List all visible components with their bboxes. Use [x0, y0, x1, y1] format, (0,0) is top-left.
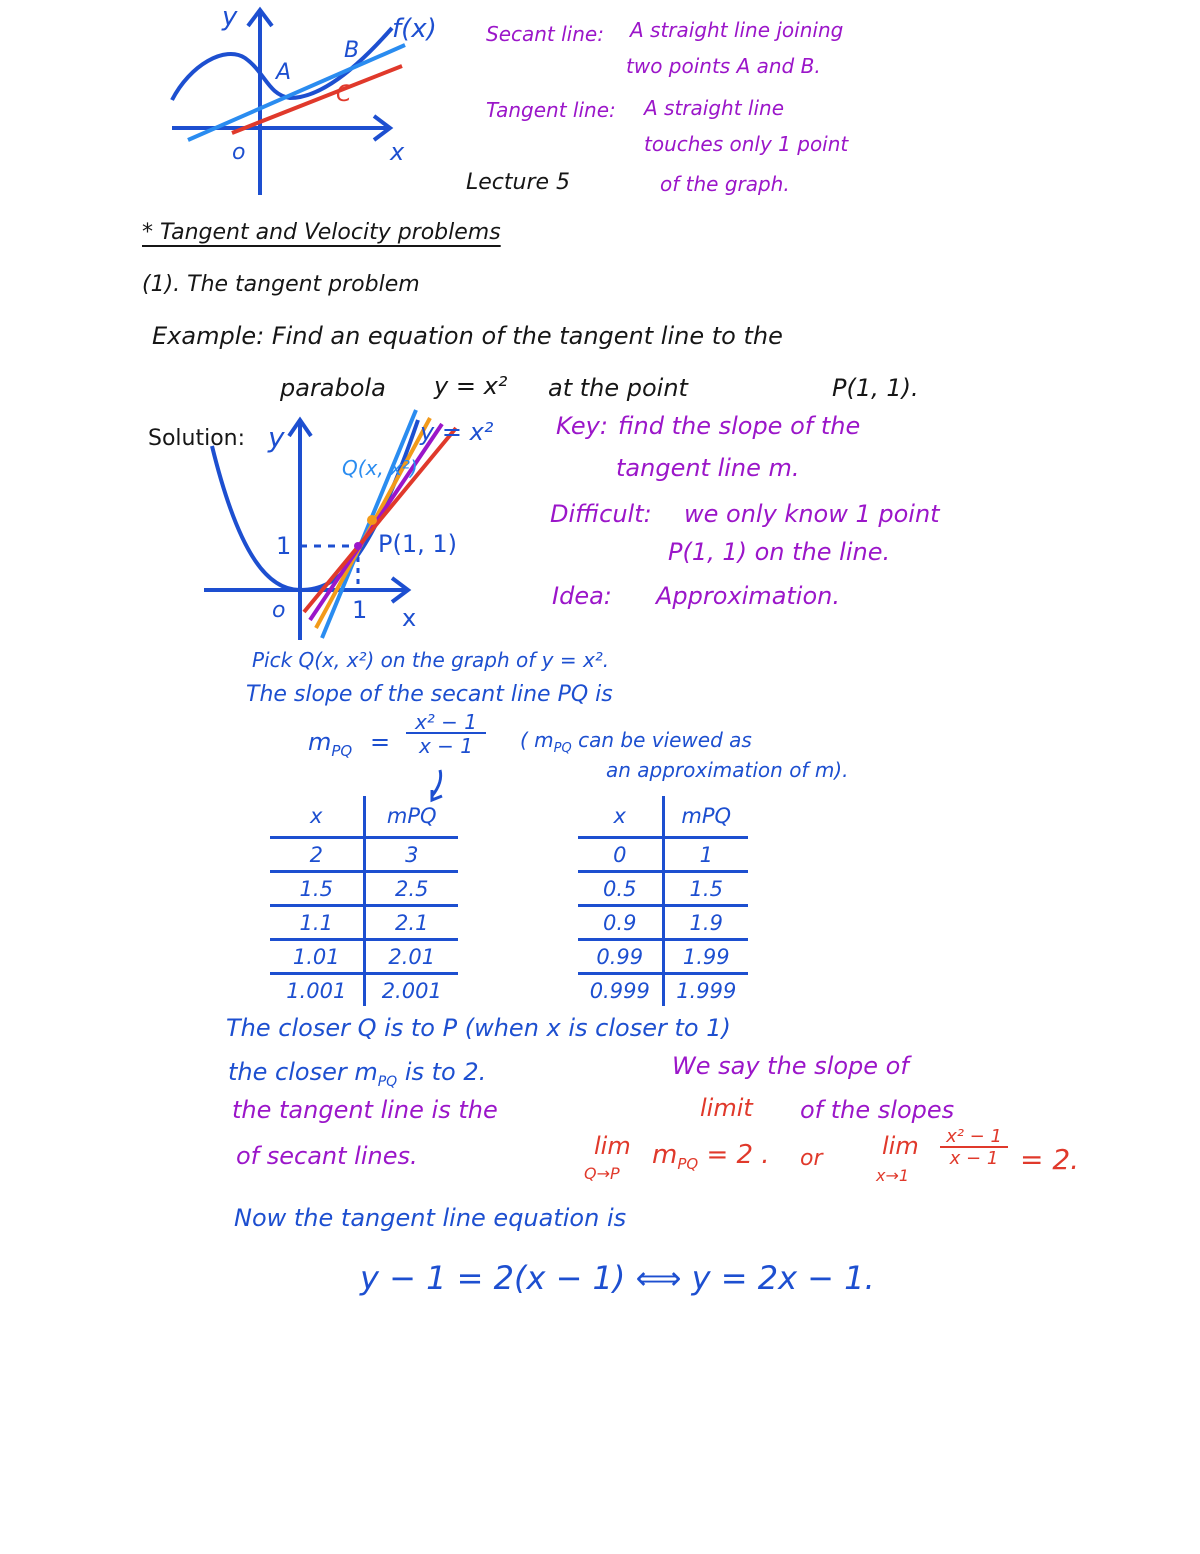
graph2-y-tick: 1 [276, 532, 292, 560]
limit1-value: = 2 . [698, 1140, 770, 1170]
graph1-curve-label: f(x) [392, 14, 437, 44]
table-cell: 1.1 [270, 906, 364, 940]
limit2-denominator: x − 1 [940, 1146, 1008, 1168]
conclusion-we-say: We say the slope of [672, 1052, 909, 1080]
table-row [270, 940, 458, 974]
graph2-y-label: y [268, 421, 285, 454]
table-cell: 2.001 [381, 978, 442, 1003]
conclusion-limit-word: limit [700, 1094, 753, 1122]
remark-subscript: PQ [553, 741, 572, 756]
table-left-header-x: x [270, 796, 364, 838]
conclusion-line2 [228, 1060, 486, 1089]
remark-rest: can be viewed as [571, 728, 752, 752]
pick-line2: The slope of the secant line PQ is [246, 682, 613, 707]
limit1-m-sub: PQ [677, 1155, 699, 1174]
remark-open: ( m [520, 728, 554, 752]
table-row [270, 974, 458, 1007]
table-cell: 1.01 [270, 940, 364, 974]
idea-label: Idea: [552, 582, 612, 610]
graph2-origin-label: o [272, 598, 286, 623]
graph1-x-label: x [390, 138, 405, 166]
graph1-point-c: C [336, 82, 352, 107]
graph2-p-label: P(1, 1) [378, 530, 457, 558]
conclusion-line2-end: is to 2. [397, 1058, 487, 1086]
section-heading-text: * Tangent and Velocity problems [142, 220, 501, 245]
table-row [578, 906, 748, 940]
example-point-p: P(1, 1). [832, 374, 919, 402]
limit2-numerator: x² − 1 [946, 1126, 1002, 1147]
table-cell: 1 [699, 842, 713, 867]
key-text-line1: find the slope of the [618, 412, 861, 440]
table-cell: 1.9 [689, 910, 723, 935]
limit2-value: = 2. [1020, 1143, 1080, 1176]
table-row [270, 906, 458, 940]
limit2-subscript: x→1 [876, 1166, 910, 1185]
table-right [578, 796, 748, 1006]
example-parabola-equation: y = x² [434, 372, 508, 400]
table-cell: 0 [578, 838, 663, 872]
conclusion-line2-sub: PQ [377, 1073, 398, 1090]
limit2-fraction [940, 1128, 1008, 1168]
table-row [578, 940, 748, 974]
table-cell: 1.999 [676, 978, 737, 1003]
table-left-header [270, 796, 458, 838]
example-parabola-word: parabola [280, 374, 386, 402]
lecture-label: Lecture 5 [466, 170, 571, 195]
graph2-curve-label: y = x² [420, 418, 494, 446]
limit1-subscript: Q→P [584, 1164, 620, 1183]
slope-numerator: x² − 1 [414, 710, 478, 734]
subsection-heading: (1). The tangent problem [142, 272, 420, 297]
slope-m-subscript: PQ [331, 741, 353, 760]
example-at-point: at the point [548, 374, 688, 402]
graph1-point-a: A [276, 60, 292, 85]
slope-remark-line2: an approximation of m). [606, 758, 849, 782]
table-cell: 1.5 [270, 872, 364, 906]
difficult-text-line2: P(1, 1) on the line. [668, 538, 891, 566]
conclusion-line1: The closer Q is to P (when x is closer to 1) [226, 1014, 731, 1042]
idea-text: Approximation. [656, 582, 840, 610]
table-cell: 2.01 [388, 944, 436, 969]
slope-m-symbol: m [308, 728, 332, 756]
table-left-header-m: mPQ [386, 804, 437, 828]
slope-equals: = [370, 728, 391, 756]
table-cell: 2 [270, 838, 364, 872]
table-cell: 3 [405, 842, 419, 867]
table-cell: 0.9 [578, 906, 663, 940]
or-word: or [800, 1146, 823, 1171]
conclusion-line3: the tangent line is the [232, 1096, 498, 1124]
table-cell: 1.001 [270, 974, 364, 1007]
tangent-definition-line1: A straight line [644, 96, 784, 120]
tangent-definition-line2: touches only 1 point [644, 132, 849, 156]
graph1-point-b: B [344, 38, 360, 63]
secant-title: Secant line: [486, 22, 604, 46]
table-row [270, 838, 458, 872]
key-text-line2: tangent line m. [616, 454, 800, 482]
table-right-header-x: x [578, 796, 663, 838]
tangent-definition-line3: of the graph. [660, 172, 790, 196]
table-cell: 2.5 [395, 876, 429, 901]
pick-line1: Pick Q(x, x²) on the graph of y = x². [252, 648, 610, 672]
table-cell: 0.5 [578, 872, 663, 906]
table-cell: 0.999 [578, 974, 663, 1007]
table-cell: 1.5 [689, 876, 723, 901]
conclusion-line3-end: of the slopes [800, 1096, 955, 1124]
final-equation: y − 1 = 2(x − 1) ⟺ y = 2x − 1. [360, 1259, 875, 1297]
table-cell: 2.1 [395, 910, 429, 935]
table-cell: 0.99 [578, 940, 663, 974]
conclusion-line2-start: the closer m [228, 1058, 378, 1086]
table-cell: 1.99 [682, 944, 730, 969]
table-row [578, 872, 748, 906]
final-line1: Now the tangent line equation is [234, 1204, 627, 1232]
conclusion-line4: of secant lines. [236, 1142, 418, 1170]
graph1-y-label: y [222, 2, 238, 32]
table-row [578, 838, 748, 872]
table-right-header [578, 796, 748, 838]
example-line1: Example: Find an equation of the tangent line to the [152, 322, 783, 350]
table-right-header-m: mPQ [681, 804, 732, 828]
graph2-x-tick: 1 [352, 596, 368, 624]
table-row [270, 872, 458, 906]
slope-denominator: x − 1 [406, 732, 486, 756]
limit1-expression [652, 1142, 770, 1172]
graph1-origin-label: o [232, 140, 246, 165]
limit1-m: m [652, 1140, 678, 1170]
secant-definition-line1: A straight line joining [630, 18, 844, 42]
tangent-title: Tangent line: [486, 98, 616, 122]
difficult-text-line1: we only know 1 point [684, 500, 940, 528]
limit1-lim: lim [594, 1132, 631, 1160]
graph2-q-label: Q(x, x²) [342, 456, 418, 480]
secant-definition-line2: two points A and B. [626, 54, 821, 78]
graph2-x-label: x [402, 604, 417, 632]
key-label: Key: [556, 412, 608, 440]
table-left [270, 796, 458, 1006]
table-row [578, 974, 748, 1007]
solution-label: Solution: [148, 426, 246, 451]
limit2-lim: lim [882, 1132, 919, 1160]
difficult-label: Difficult: [550, 500, 652, 528]
